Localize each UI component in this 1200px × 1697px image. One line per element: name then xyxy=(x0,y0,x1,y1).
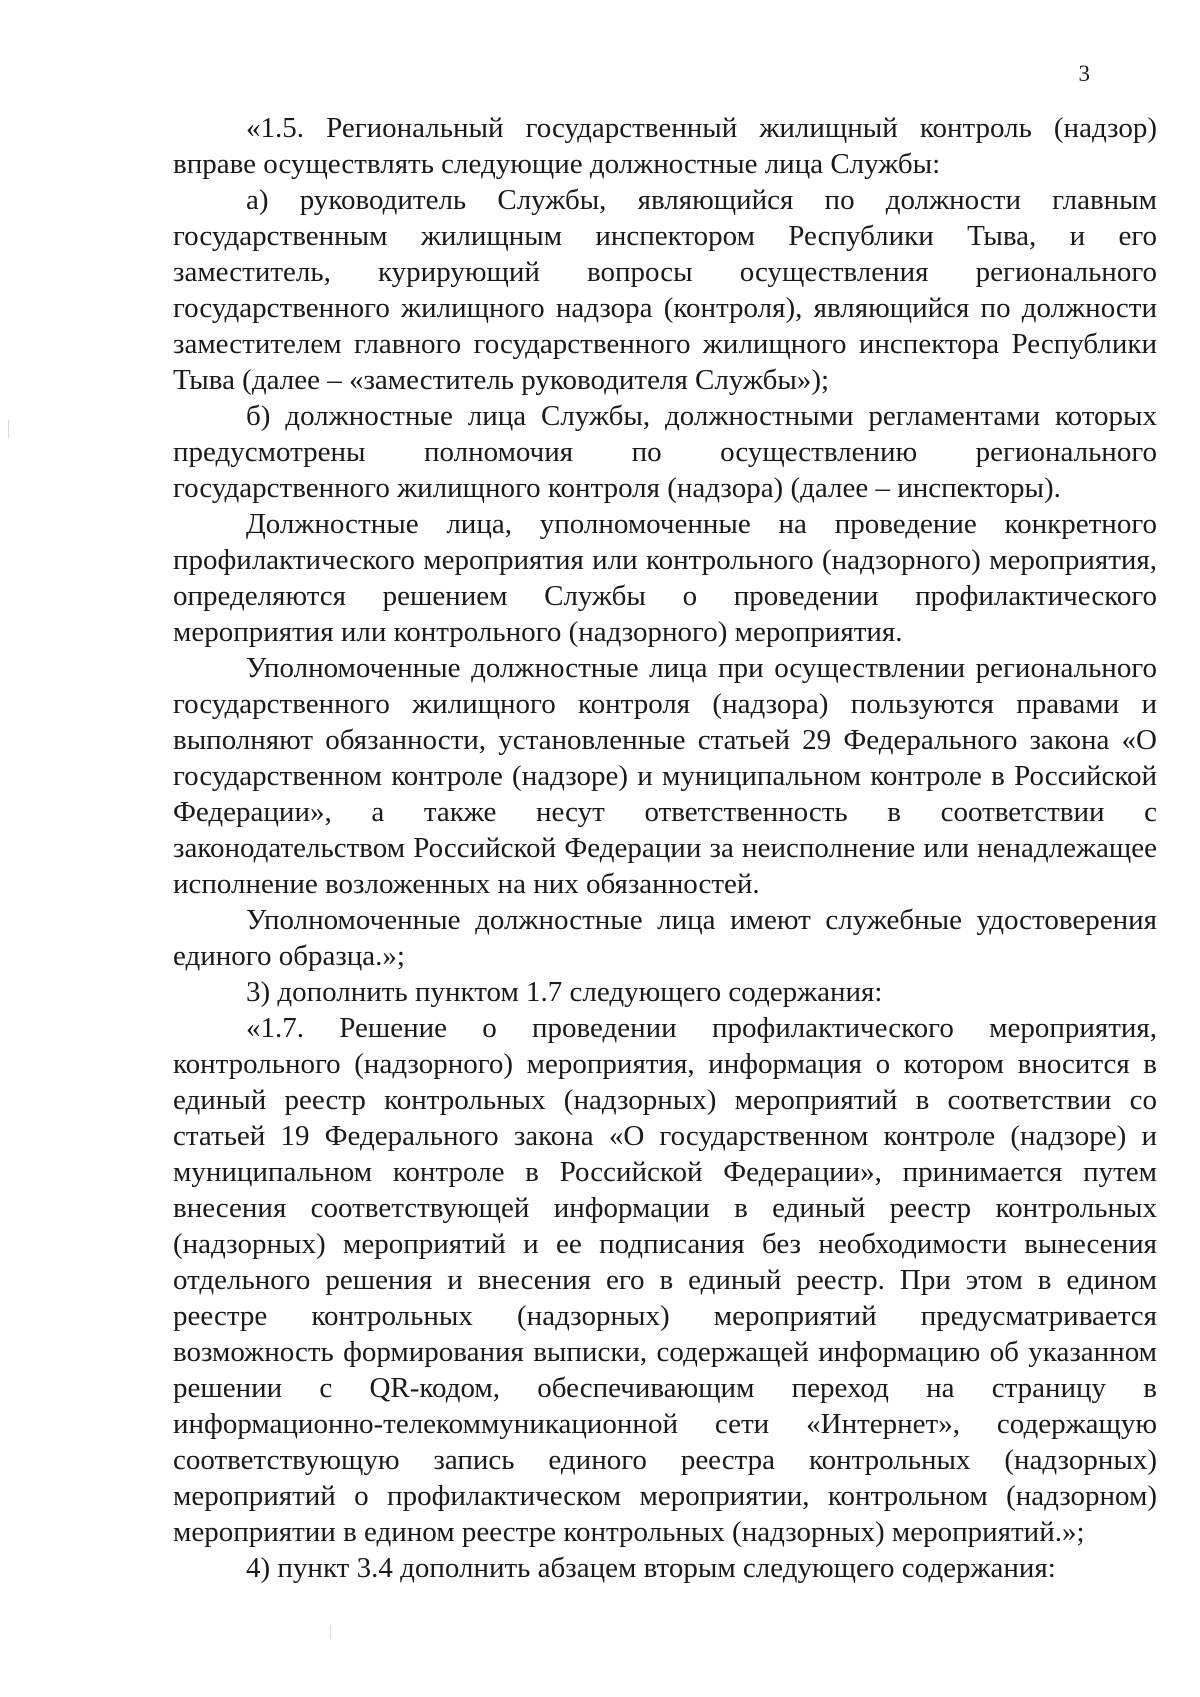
paragraph-item-b: б) должностные лица Службы, должностными регламентами которых предусмотрены полномочия по осуществлению регионального государственного жилищного контроля (надзора) (далее – инспекторы). xyxy=(173,400,1157,504)
paragraph-amendment-4: 4) пункт 3.4 дополнить абзацем вторым следующего содержания: xyxy=(246,1552,1056,1584)
paragraph-authorized-officials: Должностные лица, уполномоченные на проведение конкретного профилактического мероприятия или контрольного (надзорного) мероприятия, определяются решением Службы о проведении профилактического мероприятия или контрольного (надзорного) мероприятия. xyxy=(173,508,1157,648)
paragraph-rights-obligations: Уполномоченные должностные лица при осуществлении регионального государственного жилищного контроля (надзора) пользуются правами и выполняют обязанности, установленные статьей 29 Федерального закона «О государственном контроле (надзоре) и муниципальном контроле в Российской Федерации», а также несут ответственность в соответствии с законодательством Российской Федерации за неисполнение или ненадлежащее исполнение возложенных на них обязанностей. xyxy=(173,652,1157,900)
scan-artifact-bottom xyxy=(330,1625,331,1639)
document-body xyxy=(173,110,1157,1586)
scan-artifact-left xyxy=(8,420,9,438)
paragraph-item-a: а) руководитель Службы, являющийся по должности главным государственным жилищным инспектором Республики Тыва, и его заместитель, курирующий вопросы осуществления регионального государственного жилищного надзора (контроля), являющийся по должности заместителем главного государственного жилищного инспектора Республики Тыва (далее – «заместитель руководителя Службы»); xyxy=(173,184,1157,396)
page-number: 3 xyxy=(1078,61,1090,86)
paragraph-amendment-3: 3) дополнить пунктом 1.7 следующего содержания: xyxy=(246,976,883,1008)
paragraph-1-5-intro: «1.5. Региональный государственный жилищный контроль (надзор) вправе осуществлять следующие должностные лица Службы: xyxy=(173,112,1157,180)
paragraph-service-ids: Уполномоченные должностные лица имеют служебные удостоверения единого образца.»; xyxy=(173,904,1157,972)
paragraph-1-7: «1.7. Решение о проведении профилактического мероприятия, контрольного (надзорного) мероприятия, информация о котором вносится в единый реестр контрольных (надзорных) мероприятий в соответствии со статьей 19 Федерального закона «О государственном контроле (надзоре) и муниципальном контроле в Российской Федерации», принимается путем внесения соответствующей информации в единый реестр контрольных (надзорных) мероприятий и ее подписания без необходимости вынесения отдельного решения и внесения его в единый реестр. При этом в едином реестре контрольных (надзорных) мероприятий предусматривается возможность формирования выписки, содержащей информацию об указанном решении с QR-кодом, обеспечивающим переход на страницу в информационно-телекоммуникационной сети «Интернет», содержащую соответствующую запись единого реестра контрольных (надзорных) мероприятий о профилактическом мероприятии, контрольном (надзорном) мероприятии в едином реестре контрольных (надзорных) мероприятий.»; xyxy=(173,1012,1157,1548)
